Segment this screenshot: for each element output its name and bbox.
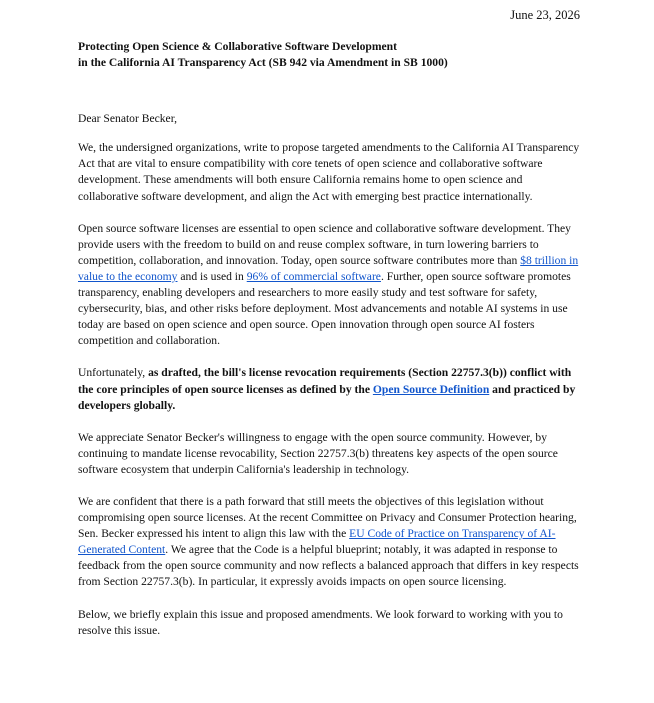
title-line-1: Protecting Open Science & Collaborative Software Development <box>78 40 397 53</box>
letter-title <box>78 39 583 71</box>
letter-body <box>78 39 583 639</box>
p3-text-a: Unfortunately, <box>78 366 149 380</box>
p2-text-c: . Further, open source software promotes transparency, enabling developers and researchers to more easily study and test software for safety, cybersecurity, bias, and other risks before deployment. Most advancements and notable AI systems in use today are based on open science and open source. Open innovation through open source AI fosters competition and collaboration. <box>78 269 571 348</box>
paragraph-appreciation: We appreciate Senator Becker's willingness to engage with the open source community. However, by continuing to mandate license revocability, Section 22757.3(b) threatens key aspects of the open source software ecosystem that underpin California's leadership in technology. <box>78 430 558 476</box>
letter-date: June 23, 2026 <box>510 8 580 22</box>
link-open-source-definition[interactable]: Open Source Definition <box>372 382 490 396</box>
paragraph-path-forward <box>78 494 583 591</box>
title-line-2: in the California AI Transparency Act (SB 942 via Amendment in SB 1000) <box>78 56 448 70</box>
p3-bold-2: and practiced by developers globally. <box>78 382 576 412</box>
p2-text-b: and is used in <box>177 269 247 283</box>
link-eu-code-of-practice[interactable]: EU Code of Practice on Transparency of AI-Generated Content <box>78 527 556 557</box>
paragraph-license-revocation <box>78 365 583 413</box>
paragraph-intro: We, the undersigned organizations, write to propose targeted amendments to the California AI Transparency Act that are vital to ensure compatibility with core tenets of open science and collaborative software development. These amendments will both ensure California remains home to open science and collaborative software development, and align the Act with emerging best practice internationally. <box>78 141 580 203</box>
p3-bold-1: as drafted, the bill's license revocation requirements (Section 22757.3(b)) conflict with the core principles of open source licenses as defined by the <box>78 366 572 396</box>
salutation: Dear Senator Becker, <box>78 112 177 126</box>
paragraph-closing: Below, we briefly explain this issue and proposed amendments. We look forward to working with you to resolve this issue. <box>78 607 563 637</box>
link-8-trillion-value[interactable]: $8 trillion in value to the economy <box>78 253 579 283</box>
p5-text-b: . We agree that the Code is a helpful blueprint; notably, it was adapted in response to feedback from the open source community and now reflects a balanced approach that differs in key respects from Section 22757.3(b). In particular, it expressly avoids impacts on open source licensing. <box>78 543 579 589</box>
paragraph-open-source-licenses <box>78 221 583 350</box>
p2-text-a: Open source software licenses are essential to open science and collaborative software development. They provide users with the freedom to build on and reuse complex software, in turn lowering barriers to competition, collaboration, and innovation. Today, open source software contributes more than <box>78 221 571 267</box>
link-96-percent-commercial-software[interactable]: 96% of commercial software <box>246 269 381 283</box>
p5-text-a: We are confident that there is a path forward that still meets the objectives of this legislation without compromising open source licenses. At the recent Committee on Privacy and Consumer Protection hearing, Sen. Becker expressed his intent to align this law with the <box>78 494 577 541</box>
